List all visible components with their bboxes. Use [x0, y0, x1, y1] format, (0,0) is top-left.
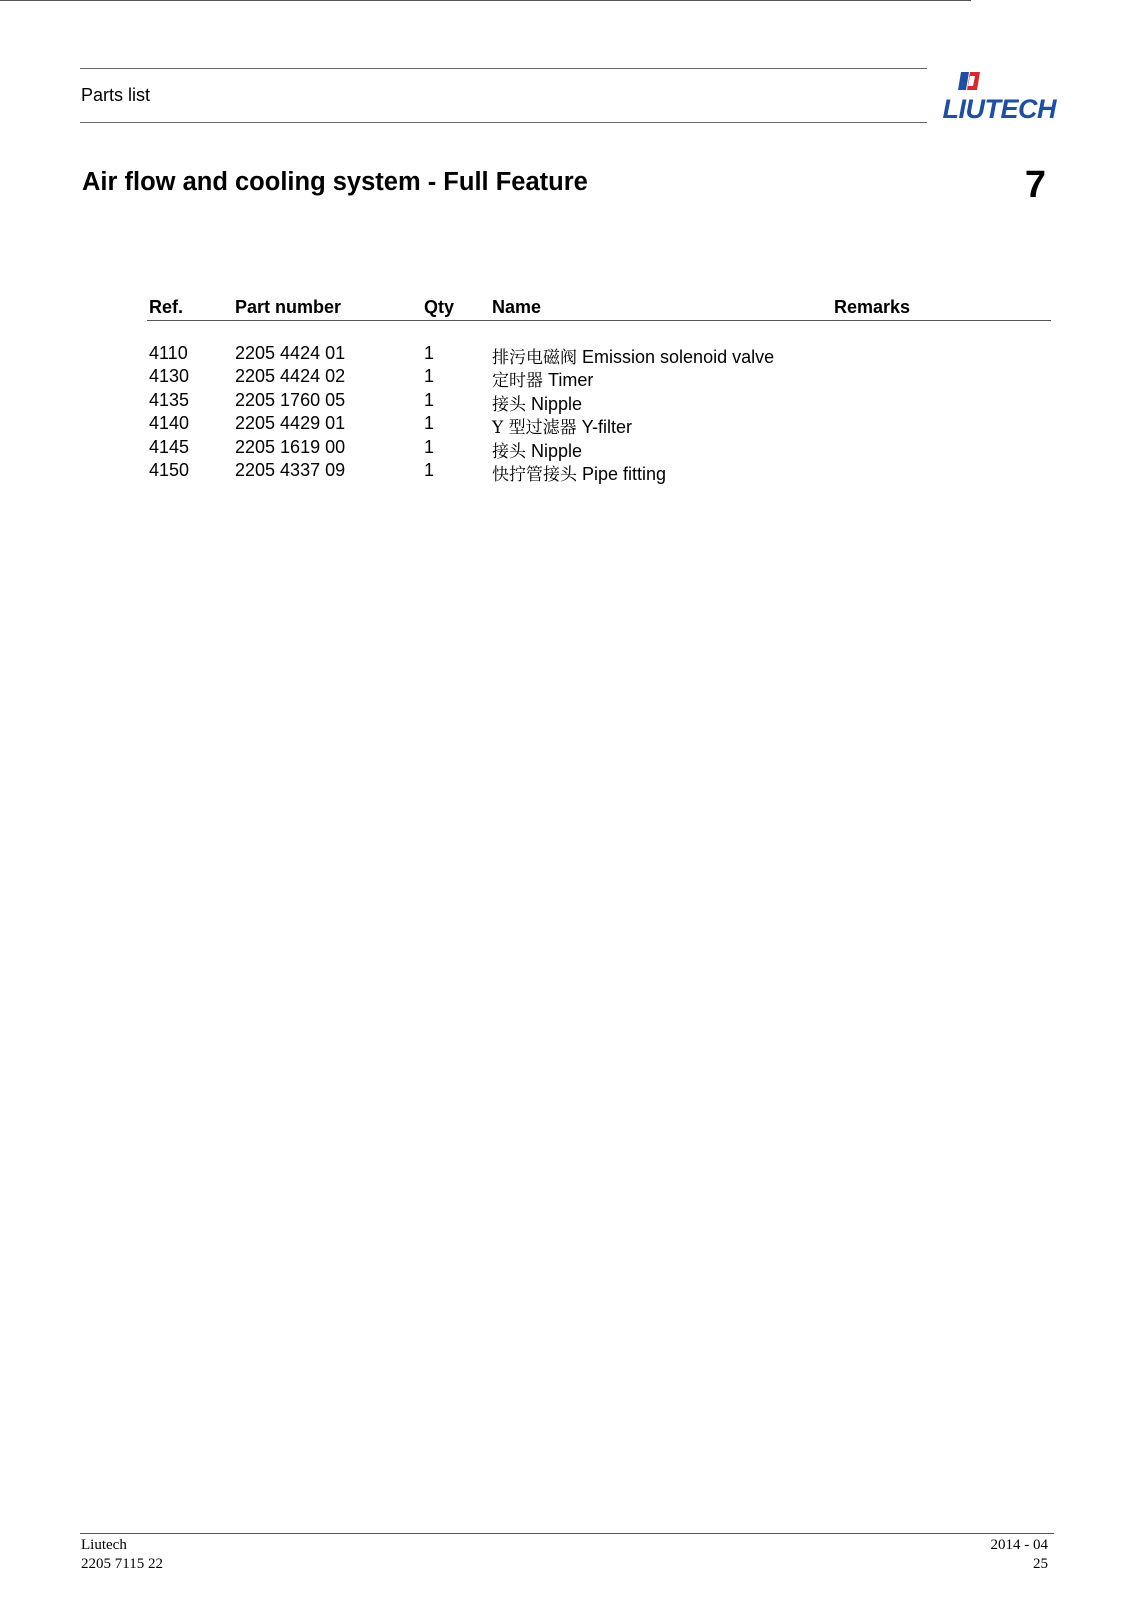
- name-english: Nipple: [531, 393, 583, 414]
- footer-page-number: 25: [1033, 1556, 1048, 1572]
- header-top-rule: [80, 68, 927, 69]
- table-row: [0, 390, 1130, 413]
- column-header-name: Name: [492, 297, 542, 317]
- footer-document-number: 2205 7115 22: [81, 1556, 163, 1572]
- ref-cell: 4110: [149, 343, 188, 363]
- name-chinese: Y 型过滤器: [492, 418, 577, 439]
- footer-company: Liutech: [81, 1537, 127, 1553]
- chapter-number: 7: [1024, 164, 1046, 206]
- title-rule: [0, 0, 971, 1]
- header-bottom-rule: [80, 122, 927, 123]
- table-header-rule: [147, 320, 1051, 321]
- part-number-cell: 2205 4424 01: [235, 343, 346, 363]
- qty-cell: 1: [424, 436, 435, 457]
- ref-cell: 4130: [149, 366, 190, 387]
- name-english: Y-filter: [581, 417, 633, 438]
- table-row: [0, 437, 1130, 460]
- name-chinese: 接头: [492, 394, 526, 415]
- logo-text: LIUTECH: [942, 94, 1056, 124]
- name-chinese: 接头: [492, 441, 526, 462]
- column-header-part-number: Part number: [235, 297, 342, 317]
- page-title: Air flow and cooling system - Full Feature: [82, 168, 588, 196]
- table-row: [0, 413, 1130, 439]
- ref-cell: 4145: [149, 436, 190, 457]
- qty-cell: 1: [424, 389, 435, 410]
- column-header-ref: Ref.: [149, 297, 184, 317]
- table-row: [0, 366, 1130, 392]
- ref-cell: 4150: [149, 460, 190, 480]
- name-cell: [492, 366, 593, 391]
- part-number-cell: 2205 1760 05: [235, 389, 346, 410]
- name-cell: [492, 390, 582, 415]
- section-label: Parts list: [81, 85, 151, 105]
- part-number-cell: 2205 4429 01: [235, 413, 346, 434]
- name-cell: [492, 343, 774, 368]
- table-row: [0, 460, 1130, 483]
- name-cell: [492, 460, 666, 485]
- footer-rule: [80, 1533, 1054, 1534]
- name-english: Timer: [548, 370, 594, 391]
- column-header-remarks: Remarks: [834, 297, 911, 317]
- qty-cell: 1: [424, 366, 435, 387]
- name-english: Pipe fitting: [582, 464, 667, 484]
- part-number-cell: 2205 1619 00: [235, 436, 346, 457]
- name-chinese: 快拧管接头: [492, 465, 577, 485]
- name-english: Emission solenoid valve: [582, 347, 775, 367]
- column-header-qty: Qty: [424, 297, 455, 317]
- logo-mark-icon: [956, 70, 982, 94]
- qty-cell: 1: [424, 460, 435, 480]
- name-chinese: 排污电磁阀: [492, 348, 577, 368]
- name-chinese: 定时器: [492, 371, 543, 392]
- name-cell: [492, 413, 632, 438]
- footer-date: 2014 - 04: [990, 1537, 1048, 1553]
- qty-cell: 1: [424, 343, 435, 363]
- name-cell: [492, 437, 582, 462]
- ref-cell: 4140: [149, 413, 190, 434]
- liutech-logo: [938, 70, 1056, 124]
- qty-cell: 1: [424, 413, 435, 434]
- name-english: Nipple: [531, 440, 583, 461]
- part-number-cell: 2205 4337 09: [235, 460, 346, 480]
- table-row: [0, 343, 1130, 366]
- part-number-cell: 2205 4424 02: [235, 366, 346, 387]
- ref-cell: 4135: [149, 389, 190, 410]
